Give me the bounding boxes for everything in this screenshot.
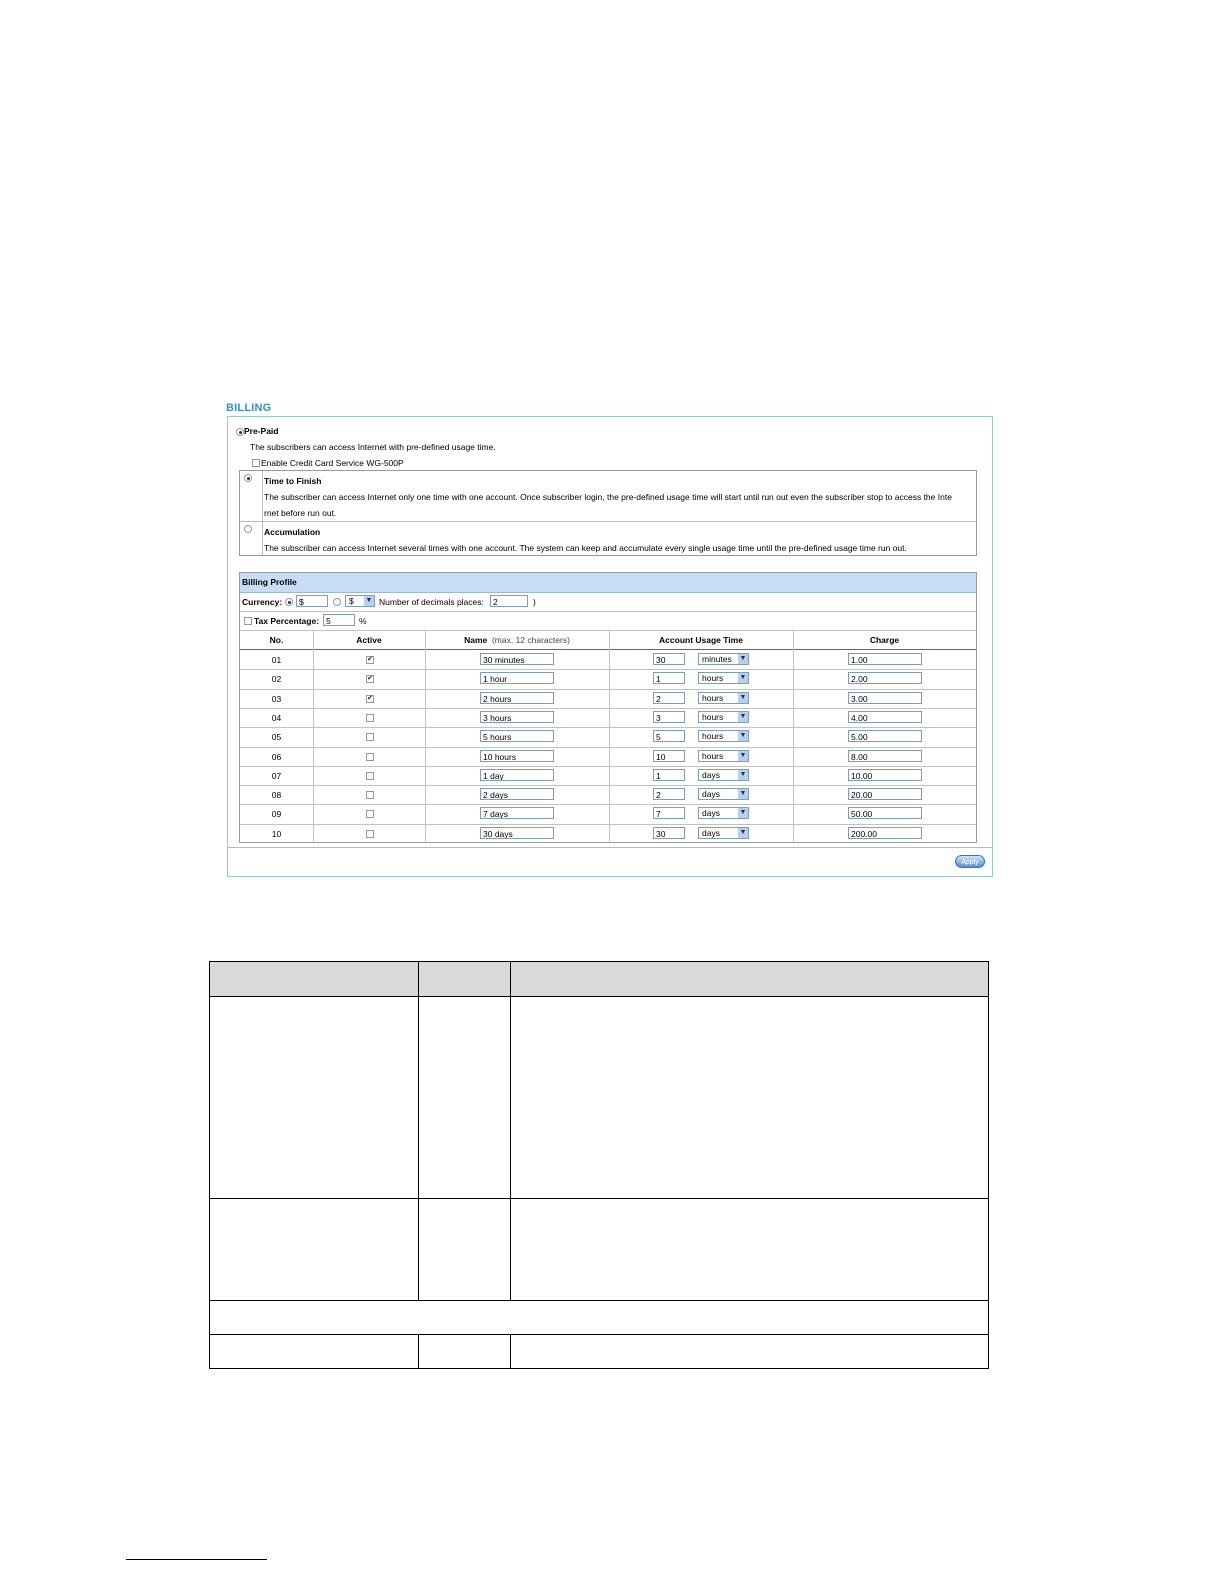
prepaid-mode-box [239, 470, 977, 556]
row-unit-select[interactable]: hours ▼ [698, 730, 749, 742]
row-time-input[interactable]: 1 [653, 672, 685, 684]
chevron-down-icon: ▼ [739, 713, 747, 720]
chevron-down-icon: ▼ [739, 790, 747, 797]
chevron-down-icon: ▼ [739, 655, 747, 662]
row-active-checkbox[interactable]: ✔ [367, 695, 373, 702]
row-time-input[interactable]: 1 [653, 769, 685, 781]
row-active-checkbox[interactable]: ✔ [367, 656, 373, 663]
row-name-input[interactable]: 30 days [480, 827, 554, 839]
chevron-down-icon: ▼ [739, 829, 747, 836]
row-charge-input[interactable]: 3.00 [848, 692, 922, 704]
time-to-finish-radio[interactable] [244, 474, 252, 482]
col-active: Active [356, 635, 382, 645]
row-name-input[interactable]: 1 hour [480, 672, 554, 684]
row-time-input[interactable]: 2 [653, 692, 685, 704]
billing-panel [227, 416, 993, 877]
row-unit-select[interactable]: hours ▼ [698, 750, 749, 762]
time-to-finish-title: Time to Finish [264, 476, 322, 486]
currency-select[interactable]: $ ▼ [345, 595, 375, 607]
credit-card-checkbox[interactable] [252, 459, 260, 467]
chevron-down-icon: ▼ [739, 771, 747, 778]
billing-title: BILLING [226, 402, 272, 414]
row-active-checkbox[interactable] [366, 830, 374, 838]
credit-card-label: Enable Credit Card Service WG-500P [261, 458, 404, 468]
row-time-input[interactable]: 3 [653, 711, 685, 723]
row-no: 04 [271, 713, 282, 723]
col-no: No. [269, 635, 284, 645]
row-name-input[interactable]: 2 days [480, 788, 554, 800]
row-time-input[interactable]: 10 [653, 750, 685, 762]
row-unit-select[interactable]: hours ▼ [698, 711, 749, 723]
row-time-input[interactable]: 5 [653, 730, 685, 742]
row-charge-input[interactable]: 200.00 [848, 827, 922, 839]
row-unit-select[interactable]: days ▼ [698, 807, 749, 819]
row-active-checkbox[interactable]: ✔ [367, 675, 373, 682]
col-charge: Charge [869, 635, 900, 645]
decimals-input[interactable]: 2 [490, 595, 528, 607]
billing-profile-header: Billing Profile [240, 573, 976, 593]
row-no: 02 [271, 674, 282, 684]
footnote-rule [126, 1559, 267, 1560]
row-no: 09 [271, 809, 282, 819]
col-name-hint: (max. 12 characters) [491, 635, 570, 645]
row-active-checkbox[interactable] [366, 810, 374, 818]
row-name-input[interactable]: 30 minutes [480, 653, 554, 665]
decimals-close: ) [533, 597, 536, 607]
row-unit-select[interactable]: minutes ▼ [698, 653, 749, 665]
chevron-down-icon: ▼ [739, 752, 747, 759]
row-no: 03 [271, 694, 282, 704]
prepaid-label: Pre-Paid [244, 426, 279, 436]
row-unit-select[interactable]: hours ▼ [698, 692, 749, 704]
apply-button[interactable]: Apply [955, 855, 985, 868]
chevron-down-icon: ▼ [739, 694, 747, 701]
accumulation-title: Accumulation [264, 527, 321, 537]
time-to-finish-desc-line1: The subscriber can access Internet only one time with one account. Once subscriber login, the pre-defined usage time will start until run out even the subscriber stop to access the Inte [264, 492, 952, 502]
currency-input[interactable]: $ [296, 595, 328, 607]
row-no: 06 [271, 752, 282, 762]
row-charge-input[interactable]: 1.00 [848, 653, 922, 665]
decimals-label: Number of decimals places: [379, 597, 484, 607]
chevron-down-icon: ▼ [739, 732, 747, 739]
accumulation-radio[interactable] [244, 525, 252, 533]
col-usage: Account Usage Time [659, 635, 743, 645]
row-charge-input[interactable]: 2.00 [848, 672, 922, 684]
row-active-checkbox[interactable] [366, 791, 374, 799]
accumulation-desc: The subscriber can access Internet several times with one account. The system can keep and accumulate every single usage time until the pre-defined usage time run out. [264, 543, 907, 553]
row-charge-input[interactable]: 10.00 [848, 769, 922, 781]
tax-input[interactable]: 5 [323, 614, 355, 626]
prepaid-radio[interactable] [236, 428, 244, 436]
tax-label: Tax Percentage: [254, 616, 320, 626]
chevron-down-icon: ▼ [739, 809, 747, 816]
row-unit-select[interactable]: days ▼ [698, 769, 749, 781]
row-time-input[interactable]: 30 [653, 827, 685, 839]
chevron-down-icon: ▼ [739, 674, 747, 681]
description-table-header [210, 962, 988, 997]
row-name-input[interactable]: 5 hours [480, 730, 554, 742]
row-no: 01 [271, 655, 282, 665]
row-charge-input[interactable]: 4.00 [848, 711, 922, 723]
row-no: 08 [271, 790, 282, 800]
tax-unit: % [359, 616, 367, 626]
row-charge-input[interactable]: 8.00 [848, 750, 922, 762]
row-unit-select[interactable]: hours ▼ [698, 672, 749, 684]
row-name-input[interactable]: 3 hours [480, 711, 554, 723]
col-name-wrap [425, 635, 609, 645]
row-name-input[interactable]: 1 day [480, 769, 554, 781]
time-to-finish-desc-line2: rnet before run out. [264, 508, 337, 518]
row-time-input[interactable]: 7 [653, 807, 685, 819]
row-no: 05 [271, 732, 282, 742]
row-active-checkbox[interactable] [366, 714, 374, 722]
prepaid-description: The subscribers can access Internet with pre-defined usage time. [250, 442, 496, 452]
row-charge-input[interactable]: 50.00 [848, 807, 922, 819]
row-charge-input[interactable]: 20.00 [848, 788, 922, 800]
chevron-down-icon: ▼ [365, 597, 373, 604]
billing-profile [239, 572, 977, 843]
row-name-input[interactable]: 7 days [480, 807, 554, 819]
tax-checkbox[interactable] [244, 617, 252, 625]
row-no: 10 [271, 829, 282, 839]
description-table [209, 961, 989, 1369]
row-active-checkbox[interactable] [366, 772, 374, 780]
row-time-input[interactable]: 30 [653, 653, 685, 665]
row-time-input[interactable]: 2 [653, 788, 685, 800]
row-charge-input[interactable]: 5.00 [848, 730, 922, 742]
row-name-input[interactable]: 2 hours [480, 692, 554, 704]
col-name: Name [464, 635, 488, 645]
row-unit-select[interactable]: days ▼ [698, 788, 749, 800]
row-active-checkbox[interactable] [366, 733, 374, 741]
currency-text-radio[interactable] [285, 598, 293, 606]
currency-label: Currency: [242, 597, 283, 607]
currency-select-radio[interactable] [333, 598, 341, 606]
row-unit-select[interactable]: days ▼ [698, 827, 749, 839]
row-name-input[interactable]: 10 hours [480, 750, 554, 762]
row-no: 07 [271, 771, 282, 781]
row-active-checkbox[interactable] [366, 753, 374, 761]
